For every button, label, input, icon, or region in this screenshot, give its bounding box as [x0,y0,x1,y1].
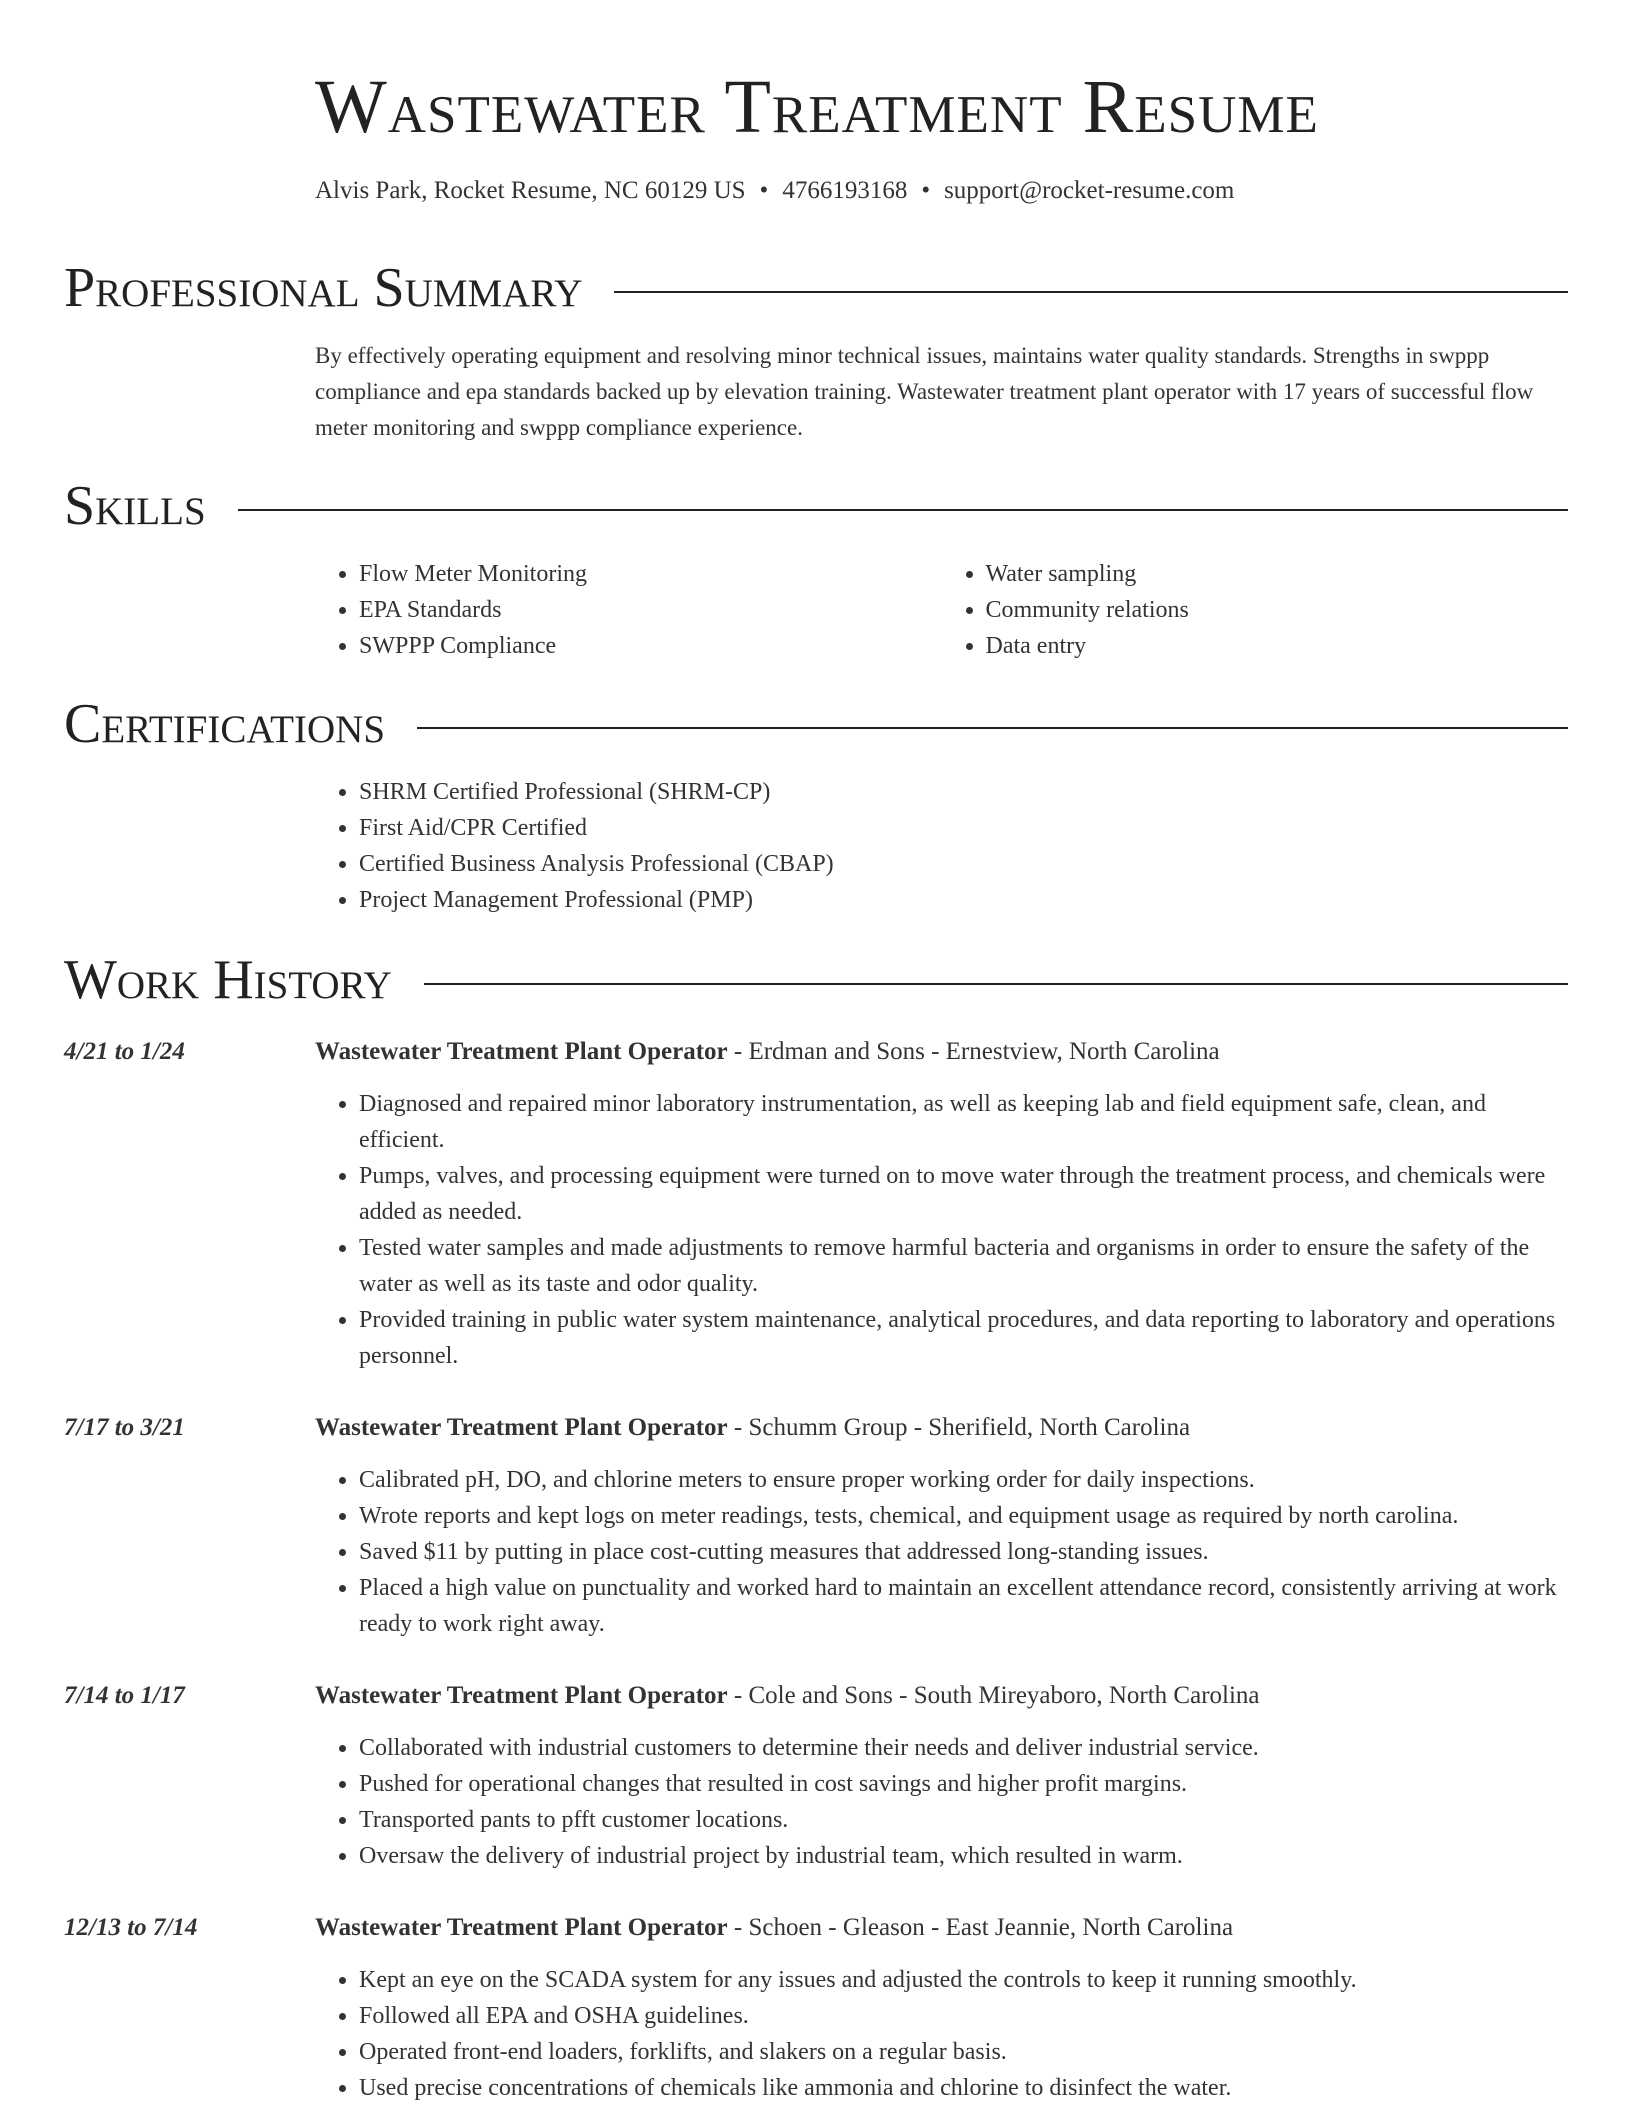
job-dates: 12/13 to 7/14 [64,1914,198,1941]
job-employer: - Cole and Sons - South Mireyaboro, North Carolina [727,1682,1260,1709]
job-bullet: • Pumps, valves, and processing equipment were turned on to move water through the treatment process, and chemicals were added as needed. [359,1158,1568,1230]
skills-list-left [315,556,942,664]
skills-body [315,556,1568,664]
job-employer: - Schumm Group - Sherifield, North Carolina [727,1414,1191,1441]
skill-item: • Water sampling [986,556,1569,592]
job-bullet: • Saved $11 by putting in place cost-cutting measures that addressed long-standing issues. [359,1534,1568,1570]
skills-header [64,474,1568,538]
skills-grid [315,556,1568,664]
job-bullet: • Used precise concentrations of chemicals like ammonia and chlorine to disinfect the water. [359,2070,1568,2106]
work-history-header [64,948,1568,1012]
summary-text: By effectively operating equipment and resolving minor technical issues, maintains water quality standards. Strengths in swppp compliance and epa standards backed up by elevation training. Wastewater treatment plant operator with 17 years of successful flow meter monitoring and swppp compliance experience. [315,343,1534,440]
section-divider [417,727,1568,729]
job-title: Wastewater Treatment Plant Operator [315,1414,728,1441]
job-dates: 7/17 to 3/21 [64,1414,185,1441]
job-employer: - Schoen - Gleason - East Jeannie, North Carolina [727,1914,1234,1941]
job-header [315,1910,1233,1946]
skill-item: • EPA Standards [359,592,942,628]
skills-heading: Skills [64,475,206,537]
certifications-section [64,692,1568,913]
certification-item: • First Aid/CPR Certified [359,810,1568,846]
job-bullet: • Wrote reports and kept logs on meter readings, tests, chemical, and equipment usage as required by north carolina. [359,1498,1568,1534]
job-bullet: • Placed a high value on punctuality and worked hard to maintain an excellent attendance record, consistently arriving at work ready to work right away. [359,1570,1568,1642]
summary-header [64,256,1568,320]
job-bullets [315,1462,1568,1642]
job-bullets [315,1730,1568,1874]
resume-title: Wastewater Treatment Resume [315,65,1319,149]
job-dates: 7/14 to 1/17 [64,1682,185,1709]
contact-email: support@rocket-resume.com [944,177,1235,204]
summary-section [64,256,1568,440]
contact-address: Alvis Park, Rocket Resume, NC 60129 US [315,177,746,204]
job-bullets [315,1086,1568,1374]
skill-item: • Data entry [986,628,1569,664]
job-employer: - Erdman and Sons - Ernestview, North Carolina [727,1038,1220,1065]
job-bullet: • Collaborated with industrial customers to determine their needs and deliver industrial service. [359,1730,1568,1766]
certification-item: • SHRM Certified Professional (SHRM-CP) [359,774,1568,810]
contact-separator: • [921,177,931,204]
job-bullet: • Oversaw the delivery of industrial project by industrial team, which resulted in warm. [359,1838,1568,1874]
section-divider [238,509,1568,511]
job-bullets [315,1962,1568,2106]
job-title: Wastewater Treatment Plant Operator [315,1682,728,1709]
job-bullet: • Provided training in public water system maintenance, analytical procedures, and data reporting to laboratory and operations personnel. [359,1302,1568,1374]
job-bullet: • Calibrated pH, DO, and chlorine meters to ensure proper working order for daily inspections. [359,1462,1568,1498]
job-title: Wastewater Treatment Plant Operator [315,1038,728,1065]
job-bullet: • Operated front-end loaders, forklifts, and slakers on a regular basis. [359,2034,1568,2070]
job-header [315,1034,1220,1070]
summary-body [315,338,1568,446]
skills-list-right [942,556,1569,664]
skill-item: • Flow Meter Monitoring [359,556,942,592]
contact-separator: • [759,177,769,204]
work-history-section [64,948,1568,2112]
job-header [315,1678,1260,1714]
job-bullet: • Tested water samples and made adjustments to remove harmful bacteria and organisms in order to ensure the safety of the water as well as its taste and odor quality. [359,1230,1568,1302]
job-title: Wastewater Treatment Plant Operator [315,1914,728,1941]
job-dates: 4/21 to 1/24 [64,1038,185,1065]
job-header [315,1410,1190,1446]
skills-section [64,474,1568,659]
certification-item: • Certified Business Analysis Professional (CBAP) [359,846,1568,882]
section-divider [424,983,1568,985]
contact-phone: 4766193168 [782,177,908,204]
job-bullet: • Transported pants to pfft customer locations. [359,1802,1568,1838]
contact-line [315,174,1234,208]
job-bullet: • Diagnosed and repaired minor laboratory instrumentation, as well as keeping lab and field equipment safe, clean, and efficient. [359,1086,1568,1158]
certifications-header [64,692,1568,756]
certifications-heading: Certifications [64,693,386,755]
certifications-body [315,774,1568,918]
job-bullet: • Pushed for operational changes that resulted in cost savings and higher profit margins. [359,1766,1568,1802]
skill-item: • SWPPP Compliance [359,628,942,664]
certifications-list [315,774,1568,918]
job-bullet: • Followed all EPA and OSHA guidelines. [359,1998,1568,2034]
job-bullet: • Kept an eye on the SCADA system for any issues and adjusted the controls to keep it running smoothly. [359,1962,1568,1998]
work-history-heading: Work History [64,949,392,1011]
summary-heading: Professional Summary [64,257,583,319]
section-divider [614,291,1568,293]
skill-item: • Community relations [986,592,1569,628]
certification-item: • Project Management Professional (PMP) [359,882,1568,918]
